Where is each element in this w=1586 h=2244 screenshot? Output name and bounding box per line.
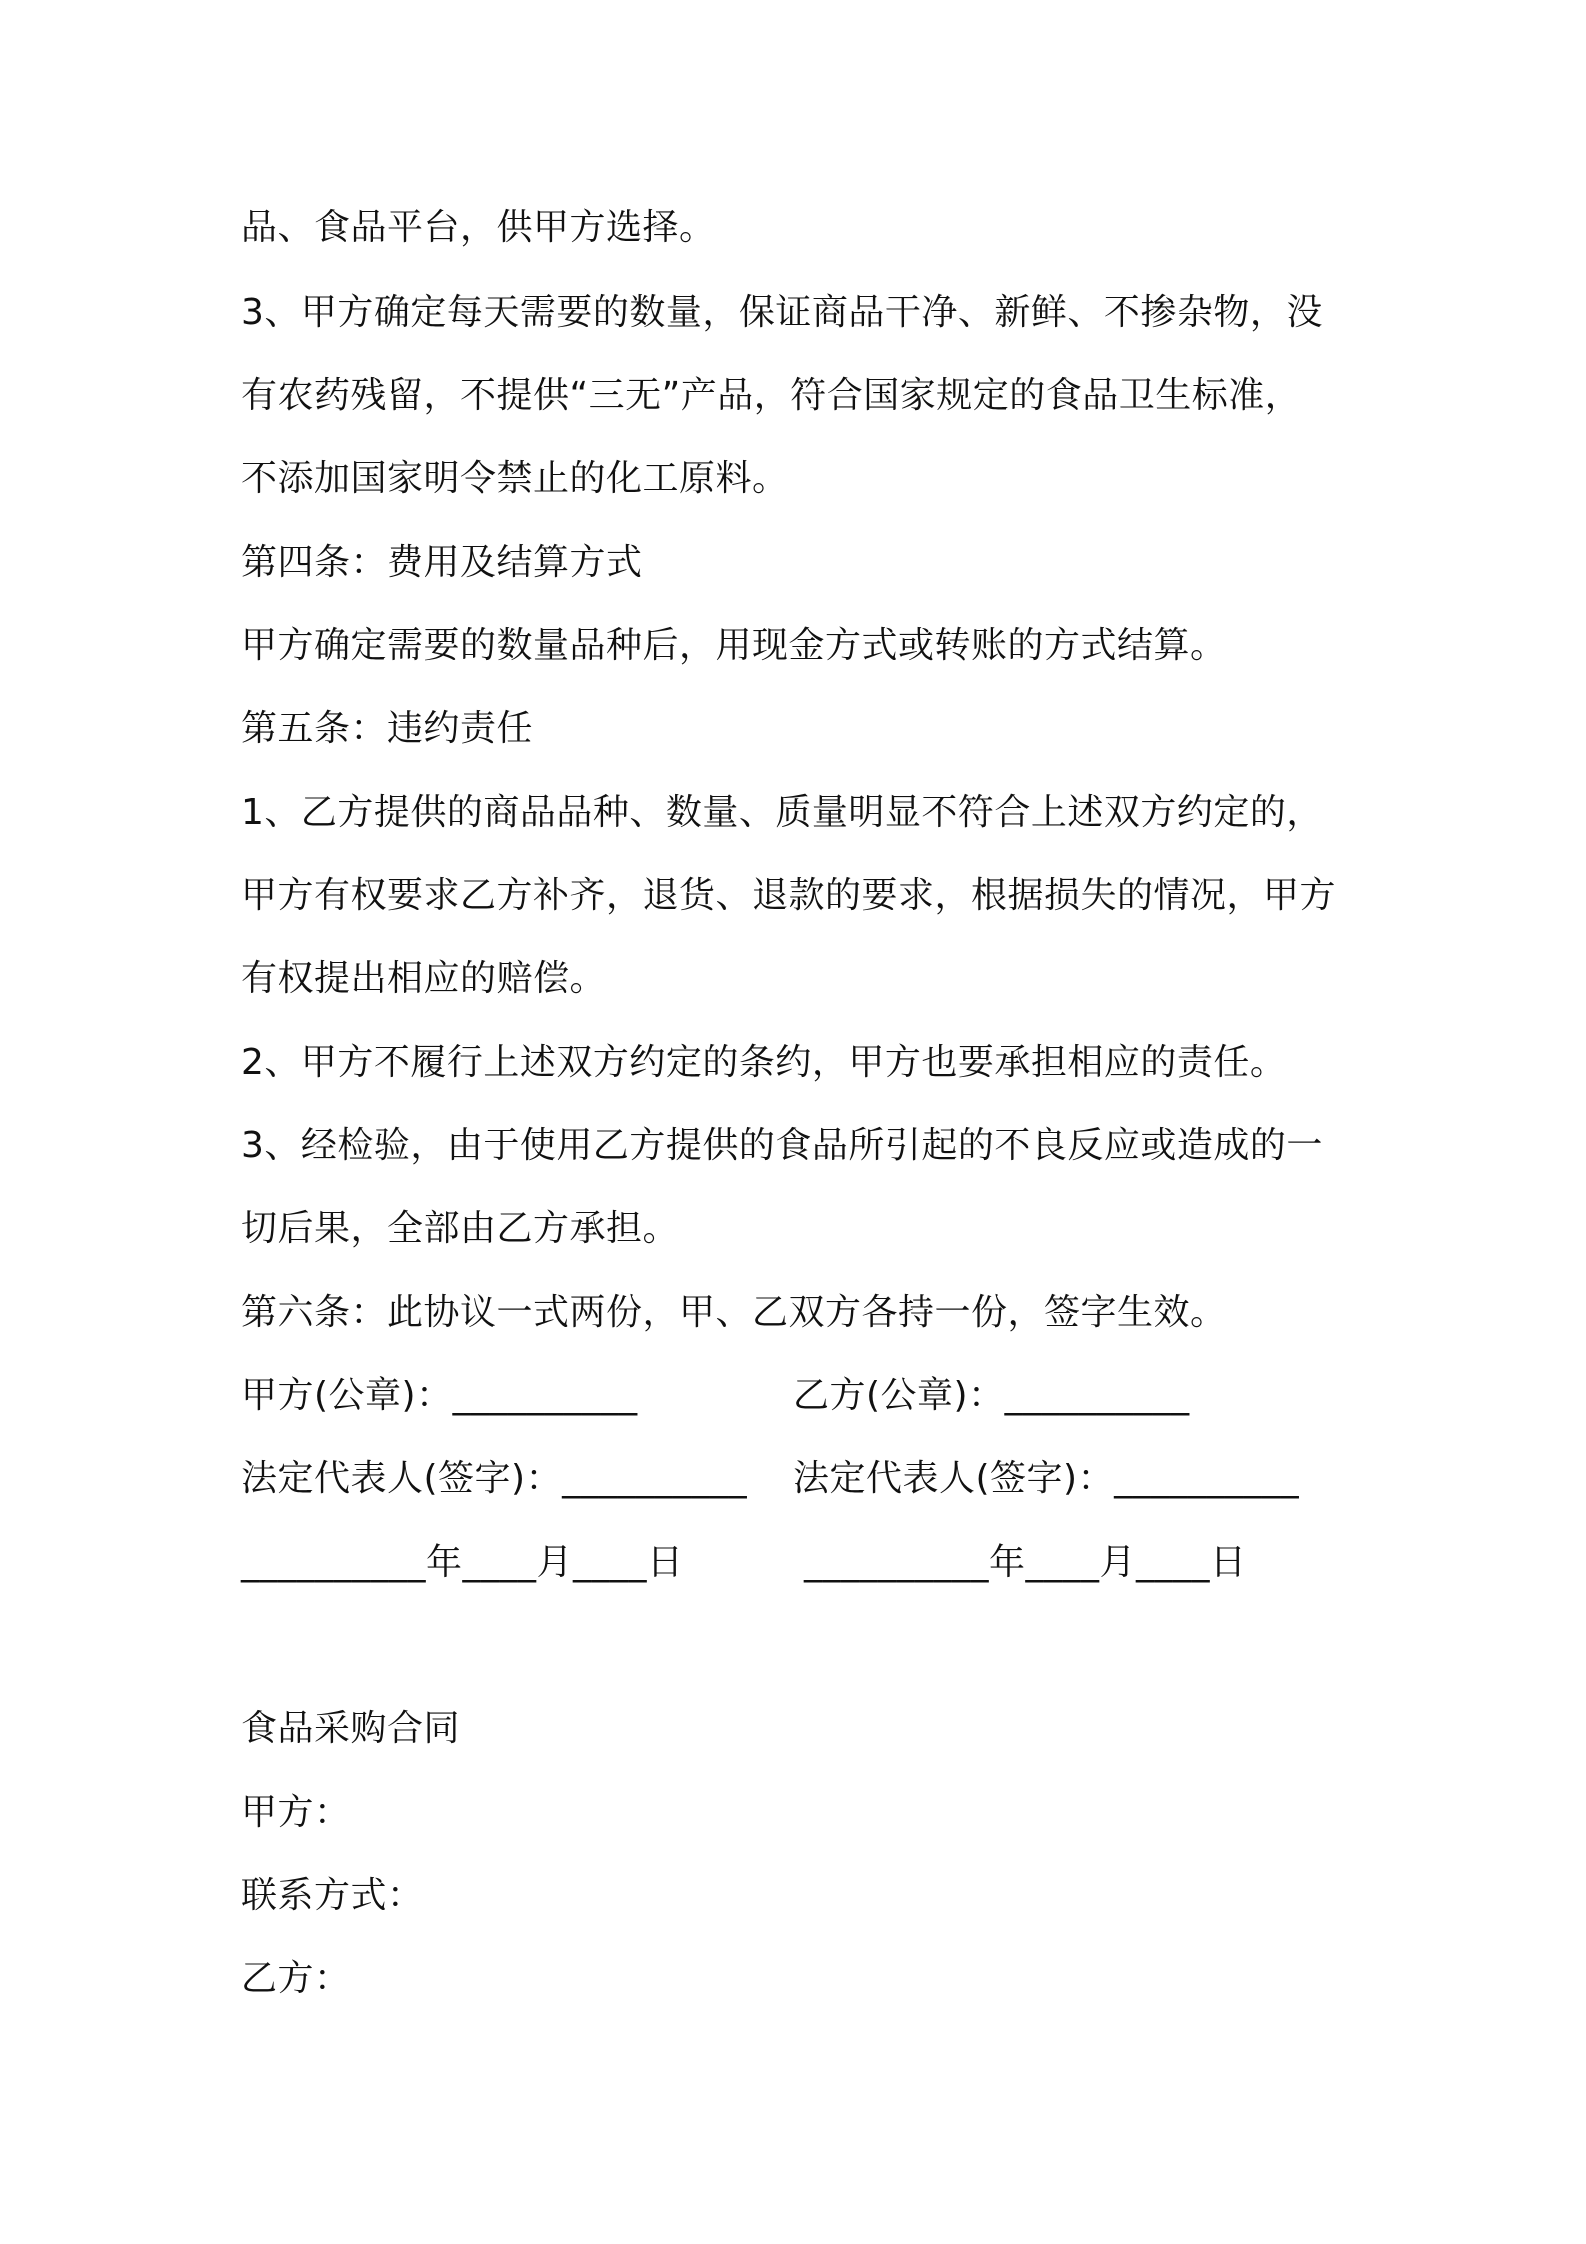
party-a-label: 甲方： bbox=[241, 1792, 351, 1833]
paragraph-line: 2、甲方不履行上述双方约定的条约，甲方也要承担相应的责任。 bbox=[241, 1042, 1287, 1083]
paragraph-line: 有农药残留，不提供“三无”产品，符合国家规定的食品卫生标准， bbox=[241, 375, 1302, 416]
paragraph-line: 甲方有权要求乙方补齐，退货、退款的要求，根据损失的情况，甲方 bbox=[241, 875, 1337, 916]
paragraph-line: 品、食品平台，供甲方选择。 bbox=[241, 207, 716, 248]
section-heading: 第四条：费用及结算方式 bbox=[241, 542, 643, 583]
contact-label: 联系方式： bbox=[241, 1875, 424, 1916]
party-b-seal-field: 乙方(公章)：__________ bbox=[793, 1375, 1190, 1416]
paragraph-line: 甲方确定需要的数量品种后，用现金方式或转账的方式结算。 bbox=[241, 625, 1227, 666]
party-b-representative-field: 法定代表人(签字)：__________ bbox=[793, 1458, 1300, 1499]
party-b-date-field: __________年____月____日 bbox=[804, 1542, 1247, 1583]
paragraph-line: 切后果，全部由乙方承担。 bbox=[241, 1208, 680, 1249]
paragraph-line: 1、乙方提供的商品品种、数量、质量明显不符合上述双方约定的， bbox=[241, 792, 1323, 833]
contract-title: 食品采购合同 bbox=[241, 1708, 461, 1749]
paragraph-line: 有权提出相应的赔偿。 bbox=[241, 958, 607, 999]
party-a-seal-field: 甲方(公章)：__________ bbox=[241, 1375, 638, 1416]
party-b-label: 乙方： bbox=[241, 1958, 351, 1999]
party-a-representative-field: 法定代表人(签字)：__________ bbox=[241, 1458, 748, 1499]
party-a-date-field: __________年____月____日 bbox=[241, 1542, 684, 1583]
paragraph-line: 第六条：此协议一式两份，甲、乙双方各持一份，签字生效。 bbox=[241, 1292, 1227, 1333]
paragraph-line: 3、经检验，由于使用乙方提供的食品所引起的不良反应或造成的一 bbox=[241, 1125, 1323, 1166]
paragraph-line: 3、甲方确定每天需要的数量，保证商品干净、新鲜、不掺杂物，没 bbox=[241, 292, 1323, 333]
section-heading: 第五条：违约责任 bbox=[241, 708, 534, 749]
paragraph-line: 不添加国家明令禁止的化工原料。 bbox=[241, 458, 789, 499]
